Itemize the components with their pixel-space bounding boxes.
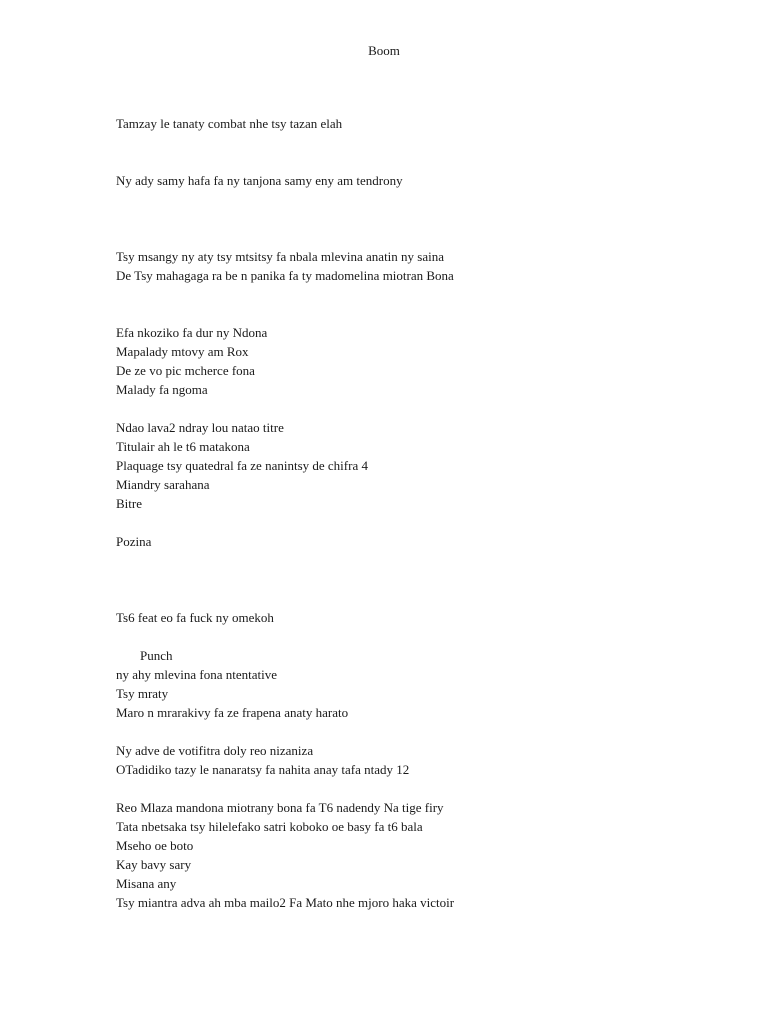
text-line: Pozina (116, 534, 152, 549)
text-line: De Tsy mahagaga ra be n panika fa ty madomelina miotran Bona (116, 268, 454, 283)
blank-line (116, 513, 716, 532)
blank-line (116, 399, 716, 418)
text-line: Ts6 feat eo fa fuck ny omekoh (116, 610, 274, 625)
blank-line (116, 589, 716, 608)
text-line: Mseho oe boto (116, 838, 194, 853)
text-line: Efa nkoziko fa dur ny Ndona (116, 325, 268, 340)
text-line: Ny ady samy hafa fa ny tanjona samy eny am tendrony (116, 173, 403, 188)
text-line: OTadidiko tazy le nanaratsy fa nahita anay tafa ntady 12 (116, 762, 410, 777)
blank-line (116, 209, 716, 228)
text-line: De ze vo pic mcherce fona (116, 363, 255, 378)
text-line: Reo Mlaza mandona miotrany bona fa T6 nadendy Na tige firy (116, 800, 444, 815)
text-line: Tsy msangy ny aty tsy mtsitsy fa nbala mlevina anatin ny saina (116, 249, 445, 264)
blank-line (116, 570, 716, 589)
blank-line (116, 304, 716, 323)
text-line: Misana any (116, 876, 177, 891)
document-title: Boom (368, 43, 400, 58)
text-line: Titulair ah le t6 matakona (116, 439, 250, 454)
text-line: Tsy mraty (116, 686, 169, 701)
text-line: Maro n mrarakivy fa ze frapena anaty harato (116, 705, 349, 720)
text-line: Plaquage tsy quatedral fa ze nanintsy de chifra 4 (116, 458, 368, 473)
blank-line (116, 228, 716, 247)
text-line: Miandry sarahana (116, 477, 210, 492)
text-line: Punch (140, 648, 173, 663)
text-line: Ny adve de votifitra doly reo nizaniza (116, 743, 314, 758)
blank-line (116, 190, 716, 209)
text-line: Malady fa ngoma (116, 382, 208, 397)
text-line: Tata nbetsaka tsy hilelefako satri koboko oe basy fa t6 bala (116, 819, 423, 834)
text-line: Ndao lava2 ndray lou natao titre (116, 420, 284, 435)
blank-line (116, 133, 716, 152)
text-line: Mapalady mtovy am Rox (116, 344, 249, 359)
blank-line (116, 152, 716, 171)
text-line: Tamzay le tanaty combat nhe tsy tazan elah (116, 116, 343, 131)
text-line: Kay bavy sary (116, 857, 192, 872)
blank-line (116, 627, 716, 646)
text-line: ny ahy mlevina fona ntentative (116, 667, 278, 682)
document-body (116, 114, 716, 912)
blank-line (116, 722, 716, 741)
blank-line (116, 285, 716, 304)
blank-line (116, 551, 716, 570)
blank-line (116, 779, 716, 798)
text-line: Tsy miantra adva ah mba mailo2 Fa Mato nhe mjoro haka victoir (116, 895, 455, 910)
text-line: Bitre (116, 496, 142, 511)
